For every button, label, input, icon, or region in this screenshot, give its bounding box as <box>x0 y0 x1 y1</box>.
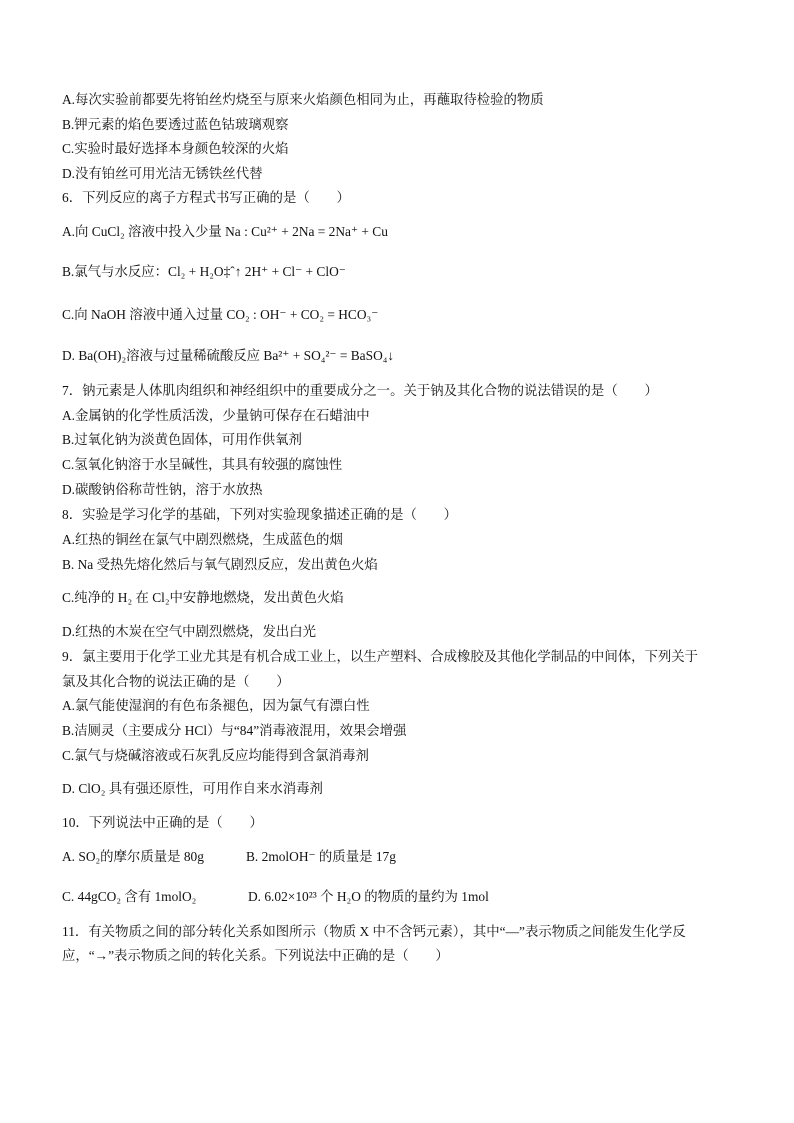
question-11-stem-line-2: 应，“→”表示物质之间的转化关系。下列说法中正确的是（ ） <box>62 948 449 963</box>
question-10-option-c: C. 44gCO₂ 含有 1molO₂ <box>62 889 197 904</box>
question-9-option-d: D. ClO₂ 具有强还原性，可用作自来水消毒剂 <box>62 781 323 796</box>
question-9-option-c: C.氯气与烧碱溶液或石灰乳反应均能得到含氯消毒剂 <box>62 748 369 763</box>
question-6-stem: 6．下列反应的离子方程式书写正确的是（ ） <box>62 190 350 205</box>
question-8-option-d: D.红热的木炭在空气中剧烈燃烧，发出白光 <box>62 624 317 639</box>
question-7-stem: 7．钠元素是人体肌肉组织和神经组织中的重要成分之一。关于钠及其化合物的说法错误的是（ ） <box>62 383 658 398</box>
question-10-option-a: A. SO₂的摩尔质量是 80g <box>62 849 204 864</box>
prev-question-option-a: A.每次实验前都要先将铂丝灼烧至与原来火焰颜色相同为止，再蘸取待检验的物质 <box>62 92 544 107</box>
question-8-option-a: A.红热的铜丝在氯气中剧烈燃烧，生成蓝色的烟 <box>62 532 343 547</box>
question-7-option-a: A.金属钠的化学性质活泼，少量钠可保存在石蜡油中 <box>62 408 370 423</box>
question-9-stem-line-1: 9．氯主要用于化学工业尤其是有机合成工业上，以生产塑料、合成橡胶及其他化学制品的中间体，下列关于 <box>62 649 699 664</box>
question-6-option-c: C.向 NaOH 溶液中通入过量 CO₂ : OH⁻ + CO₂ = HCO₃⁻ <box>62 307 379 322</box>
question-10-option-d: D. 6.02×10²³ 个 H₂O 的物质的量约为 1mol <box>248 889 489 904</box>
question-8-option-c: C.纯净的 H₂ 在 Cl₂中安静地燃烧，发出黄色火焰 <box>62 590 344 605</box>
question-9-option-a: A.氯气能使湿润的有色布条褪色，因为氯气有漂白性 <box>62 698 370 713</box>
question-6-option-a: A.向 CuCl₂ 溶液中投入少量 Na : Cu²⁺ + 2Na = 2Na⁺ + Cu <box>62 224 388 239</box>
question-10-stem: 10．下列说法中正确的是（ ） <box>62 815 263 830</box>
question-9-stem-line-2: 氯及其化合物的说法正确的是（ ） <box>62 674 290 689</box>
question-7-option-b: B.过氧化钠为淡黄色固体，可用作供氧剂 <box>62 432 302 447</box>
question-8-stem: 8．实验是学习化学的基础，下列对实验现象描述正确的是（ ） <box>62 507 458 522</box>
question-9-option-b: B.洁厕灵（主要成分 HCl）与“84”消毒液混用，效果会增强 <box>62 723 407 738</box>
question-11-stem-line-1: 11．有关物质之间的部分转化关系如图所示（物质 X 中不含钙元素），其中“—”表示物质之间能发生化学反 <box>62 924 686 939</box>
question-7-option-d: D.碳酸钠俗称苛性钠，溶于水放热 <box>62 482 263 497</box>
prev-question-option-c: C.实验时最好选择本身颜色较深的火焰 <box>62 141 289 156</box>
prev-question-option-d: D.没有铂丝可用光洁无锈铁丝代替 <box>62 166 263 181</box>
prev-question-option-b: B.钾元素的焰色要透过蓝色钴玻璃观察 <box>62 117 289 132</box>
question-6-option-d: D. Ba(OH)₂溶液与过量稀硫酸反应 Ba²⁺ + SO₄²⁻ = BaSO₄↓ <box>62 348 395 363</box>
question-7-option-c: C.氢氧化钠溶于水呈碱性，其具有较强的腐蚀性 <box>62 457 343 472</box>
question-6-option-b: B.氯气与水反应：Cl₂ + H₂O‡ˆ↑ 2H⁺ + Cl⁻ + ClO⁻ <box>62 264 346 279</box>
question-8-option-b: B. Na 受热先熔化然后与氧气剧烈反应，发出黄色火焰 <box>62 557 378 572</box>
question-10-option-b: B. 2molOH⁻ 的质量是 17g <box>246 849 396 864</box>
